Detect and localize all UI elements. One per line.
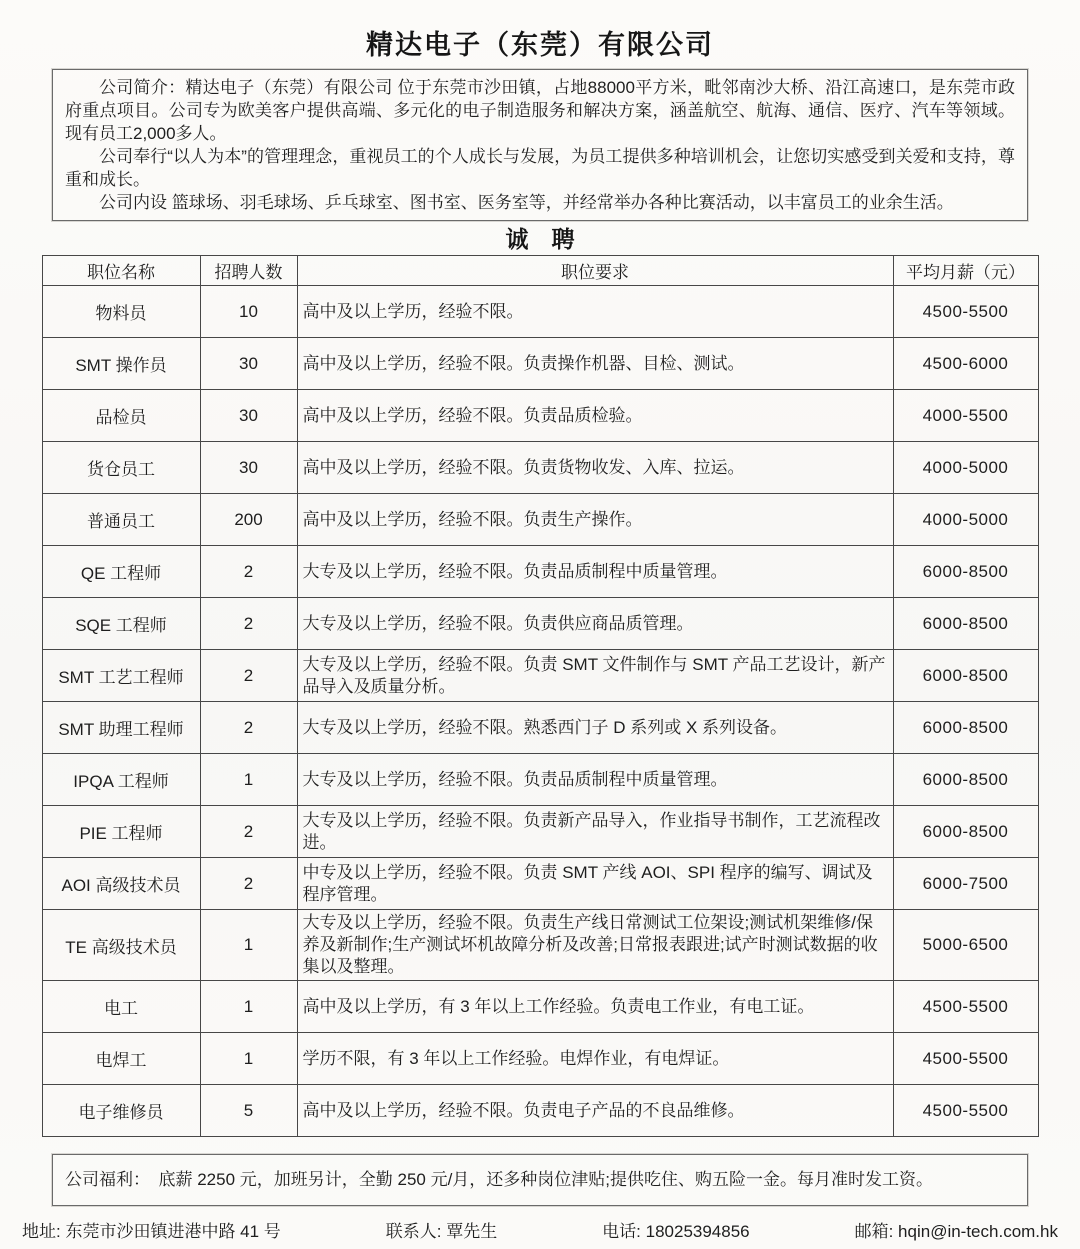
cell-count: 1 [200, 910, 297, 981]
cell-requirements: 大专及以上学历，经验不限。负责供应商品质管理。 [297, 598, 893, 650]
footer [22, 1221, 1058, 1243]
footer-address [22, 1221, 281, 1243]
cell-requirements: 高中及以上学历，经验不限。负责货物收发、入库、拉运。 [297, 442, 893, 494]
cell-position: 电焊工 [42, 1033, 200, 1085]
cell-requirements: 大专及以上学历，经验不限。负责品质制程中质量管理。 [297, 754, 893, 806]
cell-position: PIE 工程师 [42, 806, 200, 858]
cell-position: AOI 高级技术员 [42, 858, 200, 910]
cell-requirements: 大专及以上学历，经验不限。负责生产线日常测试工位架设;测试机架维修/保养及新制作;生产测试坏机故障分析及改善;日常报表跟进;试产时测试数据的收集以及整理。 [297, 910, 893, 981]
cell-count: 2 [200, 546, 297, 598]
intro-paragraph-philosophy: 公司奉行“以人为本”的管理理念，重视员工的个人成长与发展，为员工提供多种培训机会，让您切实感受到关爱和支持，尊重和成长。 [65, 147, 1015, 189]
cell-salary: 6000-8500 [893, 702, 1038, 754]
cell-position: SMT 助理工程师 [42, 702, 200, 754]
table-header-row [42, 256, 1038, 286]
cell-salary: 6000-8500 [893, 806, 1038, 858]
cell-position: 物料员 [42, 286, 200, 338]
cell-count: 5 [200, 1085, 297, 1137]
company-intro-box [52, 69, 1028, 221]
job-table [42, 255, 1039, 1137]
cell-position: SMT 工艺工程师 [42, 650, 200, 702]
cell-count: 10 [200, 286, 297, 338]
cell-count: 30 [200, 338, 297, 390]
job-row [42, 546, 1038, 598]
job-row [42, 858, 1038, 910]
benefits-text: 公司福利： 底薪 2250 元，加班另计，全勤 250 元/月，还多种岗位津贴;提供吃住、购五险一金。每月准时发工资。 [65, 1170, 934, 1189]
cell-requirements: 高中及以上学历，经验不限。负责生产操作。 [297, 494, 893, 546]
job-row [42, 442, 1038, 494]
intro-paragraph-overview: 公司简介：精达电子（东莞）有限公司 位于东莞市沙田镇，占地88000平方米，毗邻南沙大桥、沿江高速口，是东莞市政府重点项目。公司专为欧美客户提供高端、多元化的电子制造服务和解决方案，涵盖航空、航海、通信、医疗、汽车等领域。现有员工2,000多人。 [65, 78, 1015, 143]
footer-contact [386, 1221, 497, 1243]
job-row [42, 390, 1038, 442]
cell-count: 2 [200, 702, 297, 754]
footer-address-label: 地址: [22, 1222, 66, 1241]
cell-count: 1 [200, 981, 297, 1033]
cell-requirements: 高中及以上学历，有 3 年以上工作经验。负责电工作业，有电工证。 [297, 981, 893, 1033]
cell-salary: 4000-5500 [893, 390, 1038, 442]
cell-count: 200 [200, 494, 297, 546]
cell-requirements: 大专及以上学历，经验不限。负责品质制程中质量管理。 [297, 546, 893, 598]
cell-position: 电工 [42, 981, 200, 1033]
cell-count: 30 [200, 390, 297, 442]
footer-phone-label: 电话: [602, 1222, 646, 1241]
cell-position: IPQA 工程师 [42, 754, 200, 806]
cell-requirements: 中专及以上学历，经验不限。负责 SMT 产线 AOI、SPI 程序的编写、调试及程序管理。 [297, 858, 893, 910]
cell-requirements: 大专及以上学历，经验不限。熟悉西门子 D 系列或 X 系列设备。 [297, 702, 893, 754]
cell-position: 普通员工 [42, 494, 200, 546]
cell-position: TE 高级技术员 [42, 910, 200, 981]
cell-count: 2 [200, 598, 297, 650]
cell-position: 货仓员工 [42, 442, 200, 494]
job-row [42, 338, 1038, 390]
intro-paragraph-facilities: 公司内设 篮球场、羽毛球场、乒乓球室、图书室、医务室等，并经常举办各种比赛活动，以丰富员工的业余生活。 [99, 193, 954, 212]
cell-requirements: 高中及以上学历，经验不限。 [297, 286, 893, 338]
cell-salary: 4500-5500 [893, 286, 1038, 338]
job-row [42, 1033, 1038, 1085]
footer-phone [602, 1221, 749, 1243]
column-header-position: 职位名称 [42, 256, 200, 286]
job-row [42, 754, 1038, 806]
cell-salary: 4500-5500 [893, 981, 1038, 1033]
cell-count: 2 [200, 858, 297, 910]
cell-salary: 4500-5500 [893, 1033, 1038, 1085]
cell-salary: 4500-5500 [893, 1085, 1038, 1137]
cell-position: SQE 工程师 [42, 598, 200, 650]
cell-requirements: 学历不限，有 3 年以上工作经验。电焊作业，有电焊证。 [297, 1033, 893, 1085]
cell-count: 2 [200, 650, 297, 702]
cell-salary: 4000-5000 [893, 442, 1038, 494]
cell-salary: 6000-8500 [893, 546, 1038, 598]
cell-salary: 5000-6500 [893, 910, 1038, 981]
cell-salary: 6000-7500 [893, 858, 1038, 910]
job-row [42, 286, 1038, 338]
cell-position: QE 工程师 [42, 546, 200, 598]
job-row [42, 494, 1038, 546]
cell-count: 1 [200, 1033, 297, 1085]
cell-position: SMT 操作员 [42, 338, 200, 390]
footer-address-value: 东莞市沙田镇进港中路 41 号 [65, 1222, 281, 1241]
cell-salary: 6000-8500 [893, 754, 1038, 806]
column-header-requirements: 职位要求 [297, 256, 893, 286]
benefits-box [52, 1154, 1028, 1206]
page-title: 精达电子（东莞）有限公司 [366, 30, 714, 60]
cell-requirements: 高中及以上学历，经验不限。负责品质检验。 [297, 390, 893, 442]
cell-count: 30 [200, 442, 297, 494]
footer-contact-value: 覃先生 [446, 1222, 498, 1241]
job-row [42, 981, 1038, 1033]
column-header-count: 招聘人数 [200, 256, 297, 286]
footer-email-label: 邮箱: [854, 1222, 899, 1241]
job-row [42, 1085, 1038, 1137]
footer-phone-value: 18025394856 [645, 1222, 750, 1241]
cell-count: 2 [200, 806, 297, 858]
footer-email [855, 1221, 1058, 1243]
job-row [42, 650, 1038, 702]
cell-requirements: 高中及以上学历，经验不限。负责操作机器、目检、测试。 [297, 338, 893, 390]
cell-salary: 4500-6000 [893, 338, 1038, 390]
cell-count: 1 [200, 754, 297, 806]
job-row [42, 806, 1038, 858]
job-row [42, 910, 1038, 981]
cell-requirements: 大专及以上学历，经验不限。负责新产品导入，作业指导书制作，工艺流程改进。 [297, 806, 893, 858]
footer-contact-label: 联系人: [385, 1222, 447, 1241]
footer-email-value: hqin@in-tech.com.hk [898, 1222, 1058, 1241]
cell-position: 电子维修员 [42, 1085, 200, 1137]
recruit-heading: 诚 聘 [505, 226, 575, 252]
cell-requirements: 高中及以上学历，经验不限。负责电子产品的不良品维修。 [297, 1085, 893, 1137]
column-header-salary: 平均月薪（元） [893, 256, 1038, 286]
cell-requirements: 大专及以上学历，经验不限。负责 SMT 文件制作与 SMT 产品工艺设计，新产品导入及质量分析。 [297, 650, 893, 702]
cell-salary: 6000-8500 [893, 598, 1038, 650]
cell-salary: 4000-5000 [893, 494, 1038, 546]
cell-position: 品检员 [42, 390, 200, 442]
job-row [42, 702, 1038, 754]
cell-salary: 6000-8500 [893, 650, 1038, 702]
job-table-body [42, 286, 1038, 1137]
job-row [42, 598, 1038, 650]
